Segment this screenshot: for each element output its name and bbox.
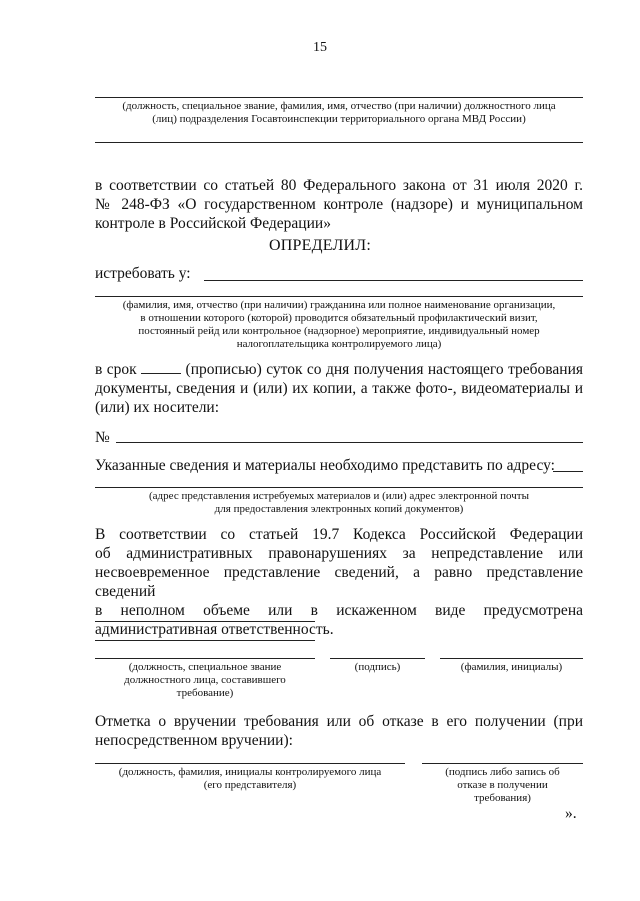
demand-label: истребовать у: [95, 265, 191, 282]
name-caption: (фамилия, инициалы) [460, 661, 563, 673]
recipient-signature-line[interactable] [422, 763, 583, 764]
person-caption: (фамилия, имя, отчество (при наличии) гражданина или полное наименование организации, в отношении которого (которой) проводится обязательный профилактический визит, постоянный рейд или контрольное (надзорное) мероприятие, индивидуальный номер налогоплательщика контролируемого лица) [122, 299, 556, 350]
official-line [95, 97, 583, 98]
delivery-paragraph: Отметка о вручении требования или об отказе в его получении (при непосредственном вручении): [95, 713, 583, 749]
closing-mark: ». [565, 805, 577, 822]
official-caption: (должность, специальное звание, фамилия, имя, отчество (при наличии) должностного лица (лиц) подразделения Госавтоинспекции территориального органа МВД России) [122, 100, 556, 125]
number-sign: № [95, 429, 110, 446]
deadline-days-blank[interactable] [141, 373, 181, 374]
deadline-paragraph: в срок (прописью) суток со дня получения настоящего требования документы, сведения и (или) их копии, а также фото-, видеоматериалы и (или) их носители: [95, 361, 584, 416]
signature-caption: (подпись) [354, 661, 401, 673]
recipient-caption: (должность, фамилия, инициалы контролируемого лица (его представителя) [118, 766, 382, 791]
sign-line-1[interactable] [95, 621, 315, 622]
address-line[interactable] [95, 487, 583, 488]
liability-paragraph: В соответствии со статьей 19.7 Кодекса Российской Федерации об административных правонарушениях за непредставление или несвоевременное представление сведений, а равно представление сведений в неполном объеме или в искаженном виде предусмотрена административная ответственность. [95, 526, 583, 638]
demand-input-line[interactable] [204, 280, 583, 281]
position-line[interactable] [95, 658, 315, 659]
recipient-signature-caption: (подпись либо запись об отказе в получении требования) [445, 766, 560, 804]
address-text: Указанные сведения и материалы необходимо представить по адресу: [95, 457, 555, 474]
recipient-line[interactable] [95, 763, 405, 764]
law-paragraph: в соответствии со статьей 80 Федерального закона от 31 июля 2020 г. № 248-ФЗ «О государственном контроле (надзоре) и муниципальном контроле в Российской Федерации» [95, 177, 583, 232]
address-blank-short[interactable] [553, 471, 583, 472]
demand-line-2[interactable] [95, 296, 583, 297]
signature-line[interactable] [330, 658, 425, 659]
documents-list-line[interactable] [116, 442, 583, 443]
position-caption: (должность, специальное звание должностного лица, составившего требование) [124, 661, 286, 699]
address-caption: (адрес представления истребуемых материалов и (или) адрес электронной почты для предоставления электронных копий документов) [149, 490, 529, 515]
official-line-2 [95, 142, 583, 143]
decision-heading: ОПРЕДЕЛИЛ: [269, 237, 371, 254]
name-line[interactable] [440, 658, 583, 659]
page-number: 15 [313, 40, 327, 55]
sign-line-2[interactable] [95, 640, 315, 641]
